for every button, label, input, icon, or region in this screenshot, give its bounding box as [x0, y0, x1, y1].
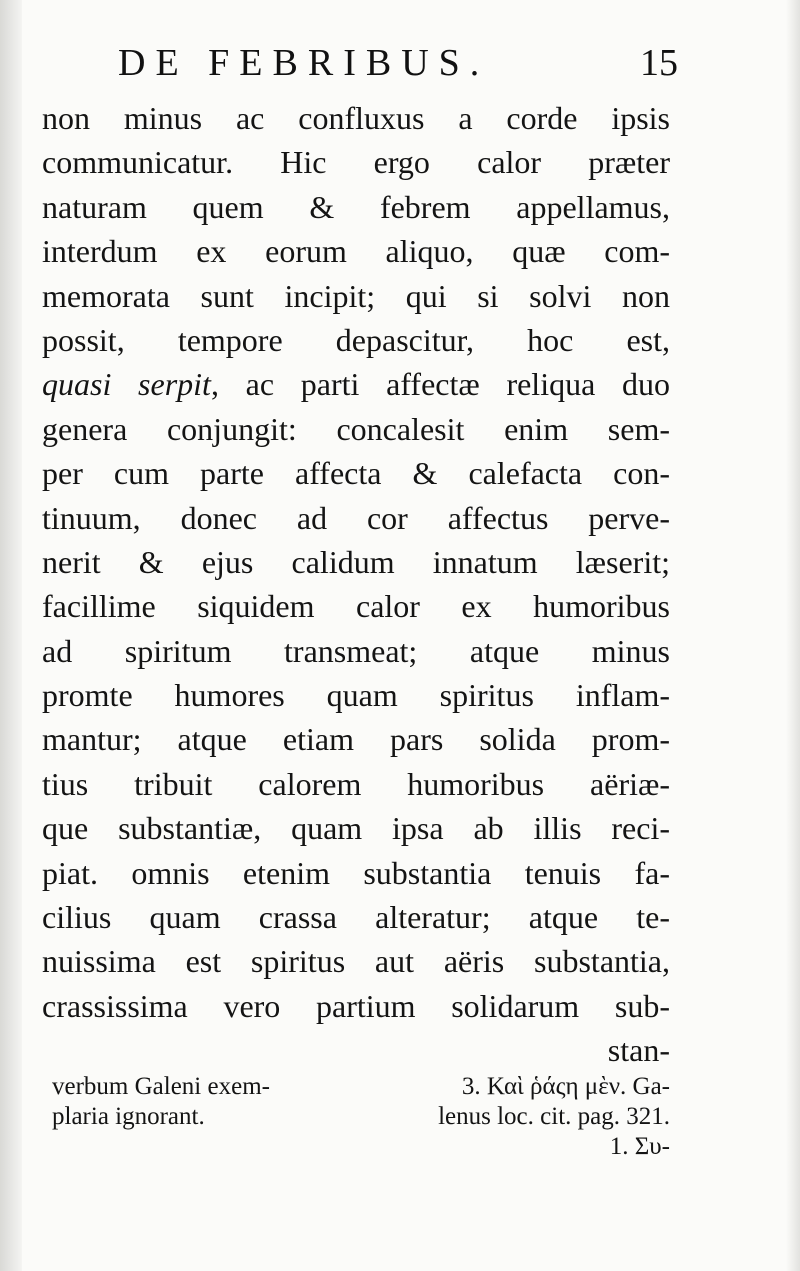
- running-title: DE FEBRIBUS.: [118, 42, 490, 84]
- footnote-line: 3. Καὶ ῥάςη μὲν. Ga-: [461, 1073, 670, 1100]
- page-edge-right: [786, 0, 800, 1271]
- text-line-rest: , ac parti affectæ reliqua duo: [210, 366, 671, 403]
- italic-phrase: quasi serpit: [42, 366, 211, 403]
- footnote-line: verbum Galeni exem-: [52, 1073, 270, 1100]
- page-header: [118, 38, 678, 88]
- text-line: interdum ex eorum aliquo, quæ com-: [42, 233, 670, 270]
- text-line: nuissima est spiritus aut aëris substantia,: [42, 943, 670, 980]
- text-line: tius tribuit calorem humoribus aëriæ-: [42, 765, 670, 802]
- text-line: facillime siquidem calor ex humoribus: [42, 588, 670, 625]
- text-line: memorata sunt incipit; qui si solvi non: [42, 277, 670, 314]
- text-line: mantur; atque etiam pars solida prom-: [42, 721, 670, 758]
- text-line: per cum parte affecta & calefacta con-: [42, 455, 670, 492]
- footnote-line: 1. Συ-: [609, 1133, 670, 1160]
- footnote-line: plaria ignorant.: [52, 1103, 205, 1130]
- footnote-right-column: [370, 1072, 670, 1162]
- text-line: genera conjungit: concalesit enim sem-: [42, 410, 670, 447]
- text-line: crassissima vero partium solidarum sub-: [42, 987, 670, 1024]
- text-line: cilius quam crassa alteratur; atque te-: [42, 899, 670, 936]
- page-edge-left: [0, 0, 22, 1271]
- footnote-line: lenus loc. cit. pag. 321.: [438, 1103, 670, 1130]
- text-line: tinuum, donec ad cor affectus perve-: [42, 499, 670, 536]
- text-line: nerit & ejus calidum innatum læserit;: [42, 543, 670, 580]
- text-line: communicatur. Hic ergo calor præter: [42, 144, 670, 181]
- text-line: que substantiæ, quam ipsa ab illis reci-: [42, 810, 670, 847]
- text-line: possit, tempore depascitur, hoc est,: [42, 321, 670, 358]
- catchword: stan-: [607, 1032, 670, 1069]
- page-number: 15: [640, 42, 678, 84]
- text-line: non minus ac confluxus a corde ipsis: [42, 100, 670, 136]
- main-text: [42, 96, 670, 1073]
- text-line: ad spiritum transmeat; atque minus: [42, 632, 670, 669]
- footnotes: [52, 1072, 670, 1172]
- text-line: promte humores quam spiritus inflam-: [42, 677, 670, 714]
- text-line: naturam quem & febrem appellamus,: [42, 188, 670, 225]
- text-line-with-italic: [42, 362, 670, 406]
- footnote-left-column: [52, 1072, 352, 1132]
- text-line: piat. omnis etenim substantia tenuis fa-: [42, 854, 670, 891]
